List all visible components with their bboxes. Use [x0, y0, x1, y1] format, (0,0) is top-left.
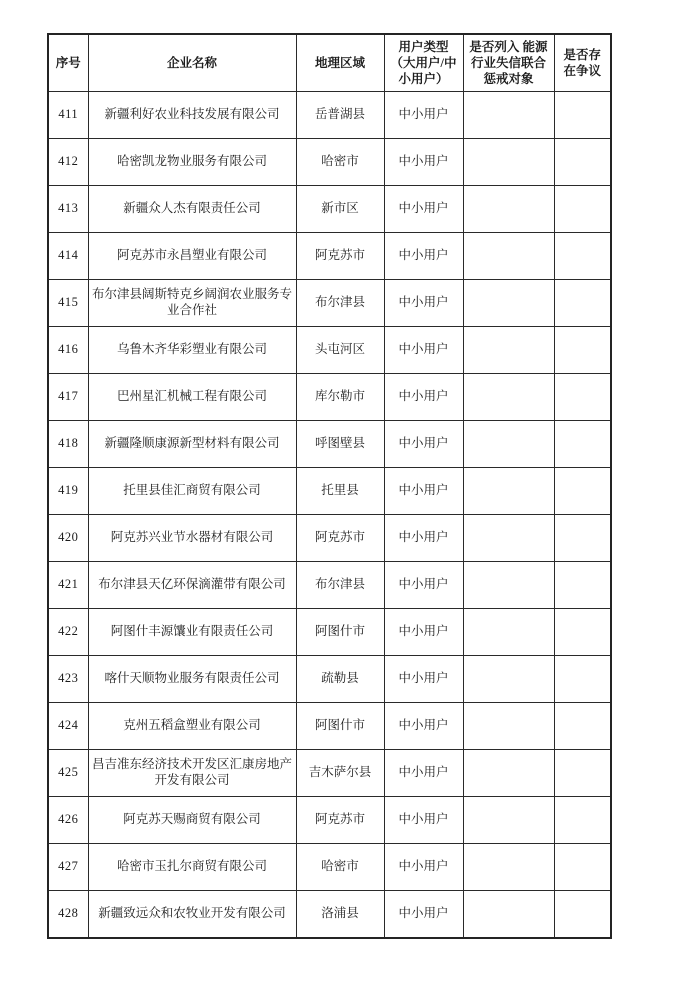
cell-user-type: 中小用户 — [384, 797, 463, 844]
cell-blacklist — [463, 139, 554, 186]
cell-region: 吉木萨尔县 — [296, 750, 384, 797]
cell-user-type: 中小用户 — [384, 233, 463, 280]
header-dispute: 是否存在争议 — [554, 34, 611, 92]
cell-user-type: 中小用户 — [384, 139, 463, 186]
table-row — [48, 468, 611, 515]
cell-seq: 411 — [48, 92, 88, 139]
cell-region: 疏勒县 — [296, 656, 384, 703]
cell-dispute — [554, 233, 611, 280]
cell-seq: 412 — [48, 139, 88, 186]
cell-company-name: 哈密市玉扎尔商贸有限公司 — [88, 844, 296, 891]
cell-blacklist — [463, 844, 554, 891]
cell-blacklist — [463, 374, 554, 421]
cell-region: 哈密市 — [296, 139, 384, 186]
cell-seq: 423 — [48, 656, 88, 703]
table-row — [48, 233, 611, 280]
cell-dispute — [554, 750, 611, 797]
cell-user-type: 中小用户 — [384, 92, 463, 139]
cell-user-type: 中小用户 — [384, 280, 463, 327]
cell-blacklist — [463, 562, 554, 609]
cell-company-name: 哈密凯龙物业服务有限公司 — [88, 139, 296, 186]
cell-blacklist — [463, 797, 554, 844]
table-row — [48, 562, 611, 609]
cell-region: 阿克苏市 — [296, 515, 384, 562]
cell-blacklist — [463, 750, 554, 797]
cell-region: 岳普湖县 — [296, 92, 384, 139]
table-row — [48, 421, 611, 468]
header-blacklist: 是否列入 能源行业失信联合惩戒对象 — [463, 34, 554, 92]
cell-company-name: 新疆隆顺康源新型材料有限公司 — [88, 421, 296, 468]
table-row — [48, 515, 611, 562]
cell-user-type: 中小用户 — [384, 844, 463, 891]
enterprise-table — [47, 33, 612, 939]
cell-company-name: 托里县佳汇商贸有限公司 — [88, 468, 296, 515]
cell-company-name: 阿克苏兴业节水器材有限公司 — [88, 515, 296, 562]
cell-user-type: 中小用户 — [384, 327, 463, 374]
cell-blacklist — [463, 656, 554, 703]
cell-dispute — [554, 844, 611, 891]
cell-region: 库尔勒市 — [296, 374, 384, 421]
cell-seq: 419 — [48, 468, 88, 515]
cell-blacklist — [463, 609, 554, 656]
table-row — [48, 750, 611, 797]
cell-region: 托里县 — [296, 468, 384, 515]
cell-dispute — [554, 891, 611, 939]
cell-company-name: 阿克苏天赐商贸有限公司 — [88, 797, 296, 844]
cell-user-type: 中小用户 — [384, 515, 463, 562]
cell-seq: 425 — [48, 750, 88, 797]
cell-dispute — [554, 139, 611, 186]
cell-dispute — [554, 515, 611, 562]
cell-user-type: 中小用户 — [384, 609, 463, 656]
cell-blacklist — [463, 703, 554, 750]
cell-company-name: 新疆致远众和农牧业开发有限公司 — [88, 891, 296, 939]
cell-user-type: 中小用户 — [384, 750, 463, 797]
cell-blacklist — [463, 468, 554, 515]
cell-region: 布尔津县 — [296, 280, 384, 327]
cell-seq: 421 — [48, 562, 88, 609]
cell-region: 洛浦县 — [296, 891, 384, 939]
cell-user-type: 中小用户 — [384, 186, 463, 233]
cell-blacklist — [463, 186, 554, 233]
cell-seq: 420 — [48, 515, 88, 562]
cell-blacklist — [463, 233, 554, 280]
cell-blacklist — [463, 92, 554, 139]
table-row — [48, 280, 611, 327]
cell-user-type: 中小用户 — [384, 562, 463, 609]
cell-company-name: 喀什天顺物业服务有限责任公司 — [88, 656, 296, 703]
cell-company-name: 克州五稻盒塑业有限公司 — [88, 703, 296, 750]
cell-seq: 422 — [48, 609, 88, 656]
cell-dispute — [554, 280, 611, 327]
cell-seq: 417 — [48, 374, 88, 421]
cell-seq: 427 — [48, 844, 88, 891]
cell-seq: 416 — [48, 327, 88, 374]
cell-company-name: 新疆利好农业科技发展有限公司 — [88, 92, 296, 139]
cell-dispute — [554, 468, 611, 515]
cell-dispute — [554, 562, 611, 609]
cell-region: 哈密市 — [296, 844, 384, 891]
cell-region: 新市区 — [296, 186, 384, 233]
cell-user-type: 中小用户 — [384, 374, 463, 421]
cell-company-name: 新疆众人杰有限责任公司 — [88, 186, 296, 233]
cell-dispute — [554, 186, 611, 233]
cell-dispute — [554, 92, 611, 139]
cell-dispute — [554, 374, 611, 421]
cell-region: 阿克苏市 — [296, 797, 384, 844]
cell-seq: 424 — [48, 703, 88, 750]
cell-seq: 418 — [48, 421, 88, 468]
table-row — [48, 327, 611, 374]
cell-dispute — [554, 656, 611, 703]
table-row — [48, 891, 611, 939]
table-row — [48, 92, 611, 139]
cell-company-name: 布尔津县阔斯特克乡阔润农业服务专业合作社 — [88, 280, 296, 327]
cell-company-name: 乌鲁木齐华彩塑业有限公司 — [88, 327, 296, 374]
cell-user-type: 中小用户 — [384, 468, 463, 515]
header-row — [48, 34, 611, 92]
cell-blacklist — [463, 891, 554, 939]
cell-seq: 414 — [48, 233, 88, 280]
cell-user-type: 中小用户 — [384, 703, 463, 750]
cell-company-name: 昌吉准东经济技术开发区汇康房地产开发有限公司 — [88, 750, 296, 797]
cell-blacklist — [463, 280, 554, 327]
cell-user-type: 中小用户 — [384, 891, 463, 939]
cell-region: 阿图什市 — [296, 609, 384, 656]
cell-seq: 426 — [48, 797, 88, 844]
table-row — [48, 139, 611, 186]
cell-dispute — [554, 327, 611, 374]
cell-company-name: 阿图什丰源馕业有限责任公司 — [88, 609, 296, 656]
cell-dispute — [554, 797, 611, 844]
header-region: 地理区域 — [296, 34, 384, 92]
table-row — [48, 844, 611, 891]
table-row — [48, 703, 611, 750]
cell-company-name: 阿克苏市永昌塑业有限公司 — [88, 233, 296, 280]
cell-region: 呼图壁县 — [296, 421, 384, 468]
cell-blacklist — [463, 515, 554, 562]
cell-user-type: 中小用户 — [384, 656, 463, 703]
cell-company-name: 布尔津县天亿环保滴灌带有限公司 — [88, 562, 296, 609]
cell-dispute — [554, 609, 611, 656]
cell-blacklist — [463, 421, 554, 468]
header-user-type: 用户类型（大用户/中小用户） — [384, 34, 463, 92]
table-row — [48, 186, 611, 233]
cell-blacklist — [463, 327, 554, 374]
cell-seq: 415 — [48, 280, 88, 327]
table-row — [48, 374, 611, 421]
table-row — [48, 797, 611, 844]
header-company-name: 企业名称 — [88, 34, 296, 92]
cell-company-name: 巴州星汇机械工程有限公司 — [88, 374, 296, 421]
cell-region: 布尔津县 — [296, 562, 384, 609]
header-seq: 序号 — [48, 34, 88, 92]
cell-region: 阿图什市 — [296, 703, 384, 750]
table-row — [48, 609, 611, 656]
cell-seq: 428 — [48, 891, 88, 939]
cell-region: 阿克苏市 — [296, 233, 384, 280]
cell-region: 头屯河区 — [296, 327, 384, 374]
cell-seq: 413 — [48, 186, 88, 233]
cell-dispute — [554, 421, 611, 468]
table-row — [48, 656, 611, 703]
cell-user-type: 中小用户 — [384, 421, 463, 468]
cell-dispute — [554, 703, 611, 750]
